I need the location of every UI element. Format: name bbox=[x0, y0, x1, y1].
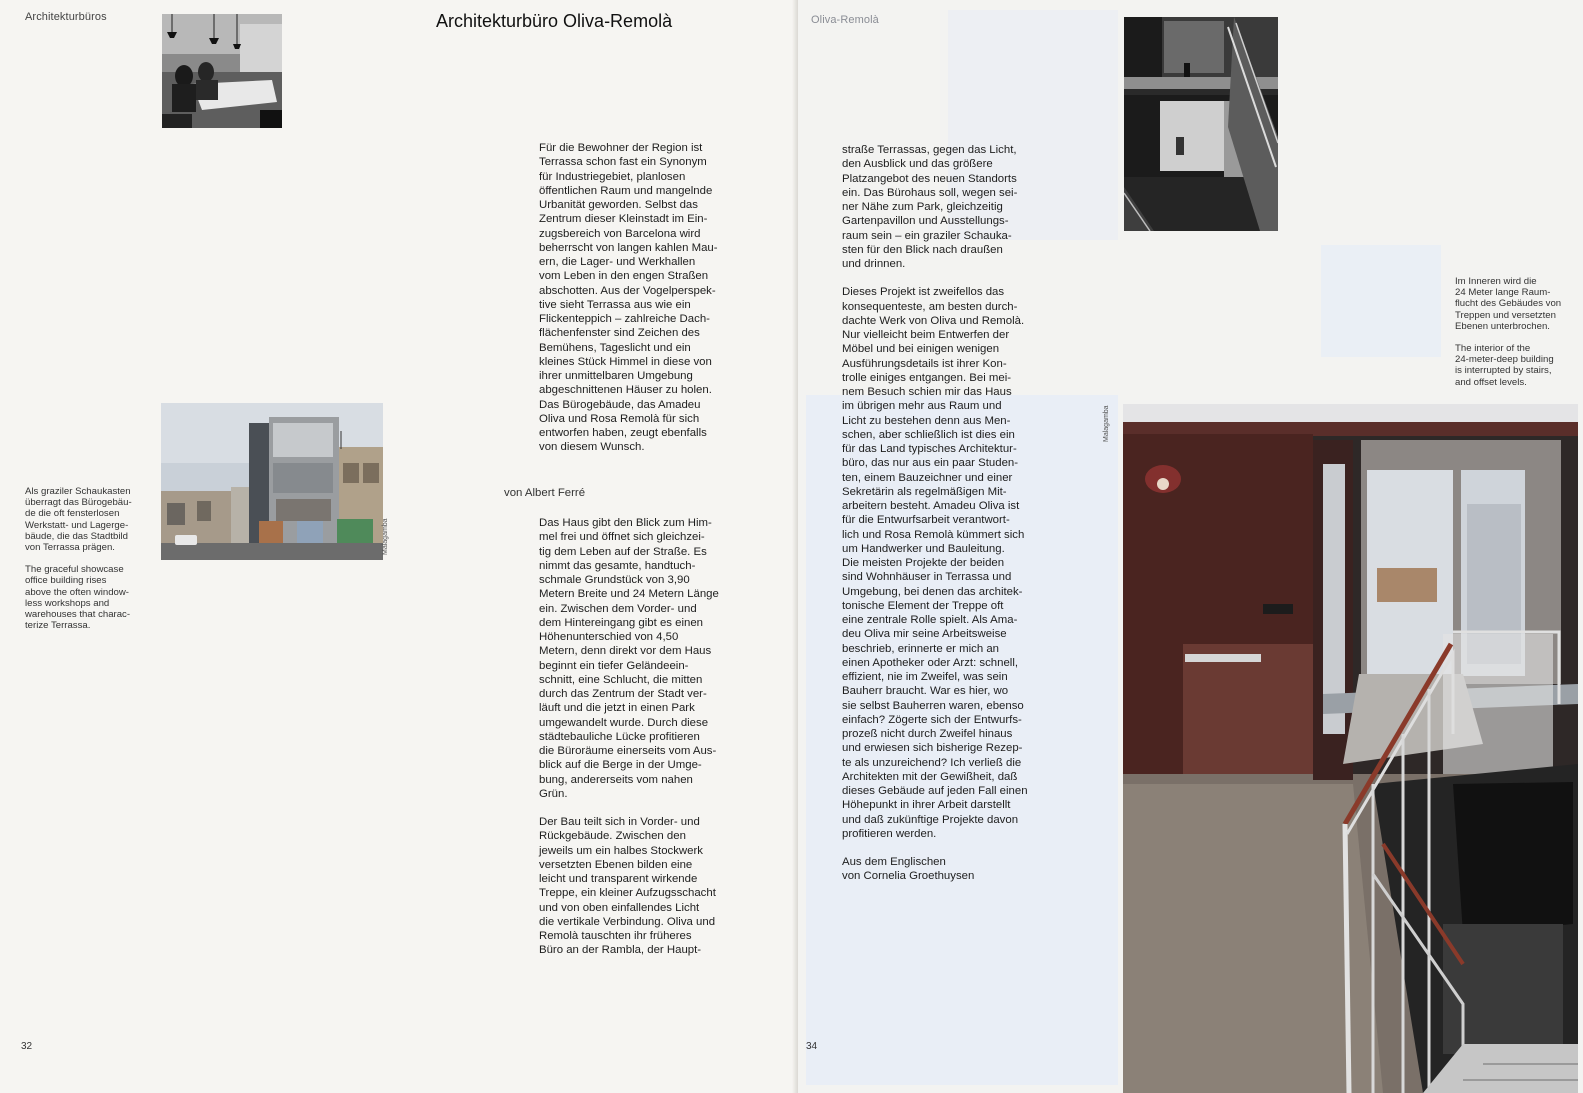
running-head: Oliva-Remolà bbox=[811, 14, 879, 26]
paragraph: Für die Bewohner der Region ist Terrassa schon fast ein Synonym für Industriegebiet, planlosen öffentlichen Raum und mangelnde Urbanität geworden. Selbst das Zentrum dieser Kleinstadt im Ein- zugsbereich von Barcelona wird beherrscht von langen kahlen Mau- ern, die Lager- und Werkhallen vom Leben in den engen Straßen abschotten. Aus der Vogelperspek- tive sieht Terrassa aus wie ein Flickenteppich – zahlreiche Dach- flächenfenster sind Zeichen des Bemühens, Tageslicht und ein kleines Stück Himmel in diese von ihrer unmittelbaren Umgebung abgeschnittenen Häuser zu holen. Das Bürogebäude, das Amadeu Oliva und Rosa Remolà für sich entworfen haben, zeugt ebenfalls von diesem Wunsch. bbox=[539, 142, 718, 454]
text-column-lower bbox=[539, 516, 749, 972]
stair-interior-image bbox=[1123, 404, 1578, 1093]
page-number: 32 bbox=[21, 1041, 33, 1052]
page-number: 34 bbox=[806, 1041, 818, 1052]
photo-credit: Malagamba bbox=[1103, 405, 1110, 442]
office-interior-photo bbox=[162, 14, 282, 128]
interior-levels-image bbox=[1124, 17, 1278, 231]
paragraph: Das Haus gibt den Blick zum Him- mel frei und öffnet sich gleichzei- tig dem Leben auf der Straße. Es nimmt das gesamte, handtuch- schmale Grundstück von 3,90 Metern Breite und 24 Metern Länge ein. Zwischen dem Vorder- und dem Hintereingang gibt es einen Höhenunterschied von 4,50 Metern, denn direkt vor dem Haus beginnt ein tiefer Geländeein- schnitt, eine Schlucht, die mitten durch das Zentrum der Stadt ver- läuft und die jetzt in einen Park umgewandelt wurde. Durch diese städtebauliche Lücke profitieren die Büroräume einerseits vom Aus- blick auf die Berge in der Umge- bung, andererseits vom nahen Grün. bbox=[539, 517, 719, 800]
photo-credit: Malagamba bbox=[382, 518, 389, 555]
photo-caption bbox=[1455, 276, 1579, 399]
caption-english: The graceful showcase office building rises above the often window- less workshops and warehouses that charac- terize Terrassa. bbox=[25, 564, 131, 632]
running-head: Architekturbüros bbox=[25, 11, 107, 23]
street-facade-image bbox=[161, 403, 383, 560]
article-title: Architekturbüro Oliva-Remolà bbox=[436, 11, 673, 31]
caption-german: Als graziler Schaukasten überragt das Bürogebäu- de die oft fensterlosen Werkstatt- und Lagerge- bäude, die das Stadtbild von Terrassa prägen. bbox=[25, 486, 132, 554]
photo-caption bbox=[25, 486, 143, 642]
author-byline: von Albert Ferré bbox=[504, 487, 586, 499]
paragraph: Der Bau teilt sich in Vorder- und Rückgebäude. Zwischen den jeweils um ein halbes Stockwerk versetzten Ebenen bilden eine leicht und transparent wirkende Treppe, ein kleiner Aufzugsschacht und von oben einfallendes Licht die vertikale Verbindung. Oliva und Remolà tauschten ihr früheres Büro an der Rambla, der Haupt- bbox=[539, 816, 716, 957]
translator-credit: Aus dem Englischen von Cornelia Groethuysen bbox=[842, 856, 975, 883]
caption-english: The interior of the 24-meter-deep building is interrupted by stairs, and offset levels. bbox=[1455, 343, 1554, 388]
stair-interior-photo bbox=[1123, 404, 1578, 1093]
office-interior-image bbox=[162, 14, 282, 128]
interior-levels-photo bbox=[1124, 17, 1278, 231]
paragraph: straße Terrassas, gegen das Licht, den Ausblick und das größere Platzangebot des neuen Standorts ein. Das Bürohaus soll, wegen sei- ner Nähe zum Park, gleichzeitig Gartenpavillon und Ausstellungs- raum sein – ein graziler Schauka- sten für den Blick nach draußen und drinnen. bbox=[842, 144, 1018, 270]
text-column-upper bbox=[539, 141, 749, 469]
text-column bbox=[842, 143, 1068, 898]
street-facade-photo bbox=[161, 403, 383, 560]
right-page bbox=[798, 0, 1583, 1093]
background-tint bbox=[1321, 245, 1441, 357]
caption-german: Im Inneren wird die 24 Meter lange Raum- flucht des Gebäudes von Treppen und versetzten Ebenen unterbrochen. bbox=[1455, 276, 1562, 332]
paragraph: Dieses Projekt ist zweifellos das konsequenteste, am besten durch- dachte Werk von Oliva und Remolà. Nur vielleicht beim Entwerfen der Möbel und bei einigen wenigen Ausführungsdetails ist ihrer Kon- trolle einiges entgangen. Bei mei- nem Besuch schien mir das Haus im übrigen mehr aus Raum und Licht zu bestehen denn aus Men- schen, aber schließlich ist dies ein für das Land typisches Architektur- büro, das nur aus ein paar Studen- ten, einem Bauzeichner und einer Sekretärin als regelmäßigen Mit- arbeitern besteht. Amadeu Oliva ist für die Entwurfsarbeit verantwort- lich und Rosa Remolà kümmert sich um Handwerker und Bauleitung. Die meisten Projekte der beiden sind Wohnhäuser in Terrassa und Umgebung, bei denen das architek- tonische Element der Treppe oft eine zentrale Rolle spielt. Als Ama- deu Oliva mir seine Arbeitsweise beschrieb, erinnerte er mich an einen Apotheker oder Arzt: schnell, effizient, nie im Zweifel, was sein Bauherr braucht. War es hier, wo sie selbst Bauherren waren, ebenso einfach? Zögerte sich der Entwurfs- prozeß nicht durch Zweifel hinaus und erwiesen sich bisherige Rezep- te als unzureichend? Ich verließ die Architekten mit der Gewißheit, daß dieses Gebäude auf jeden Fall einen Höhepunkt in ihrer Arbeit darstellt und daß zukünftige Projekte davon profitieren werden. bbox=[842, 286, 1028, 840]
